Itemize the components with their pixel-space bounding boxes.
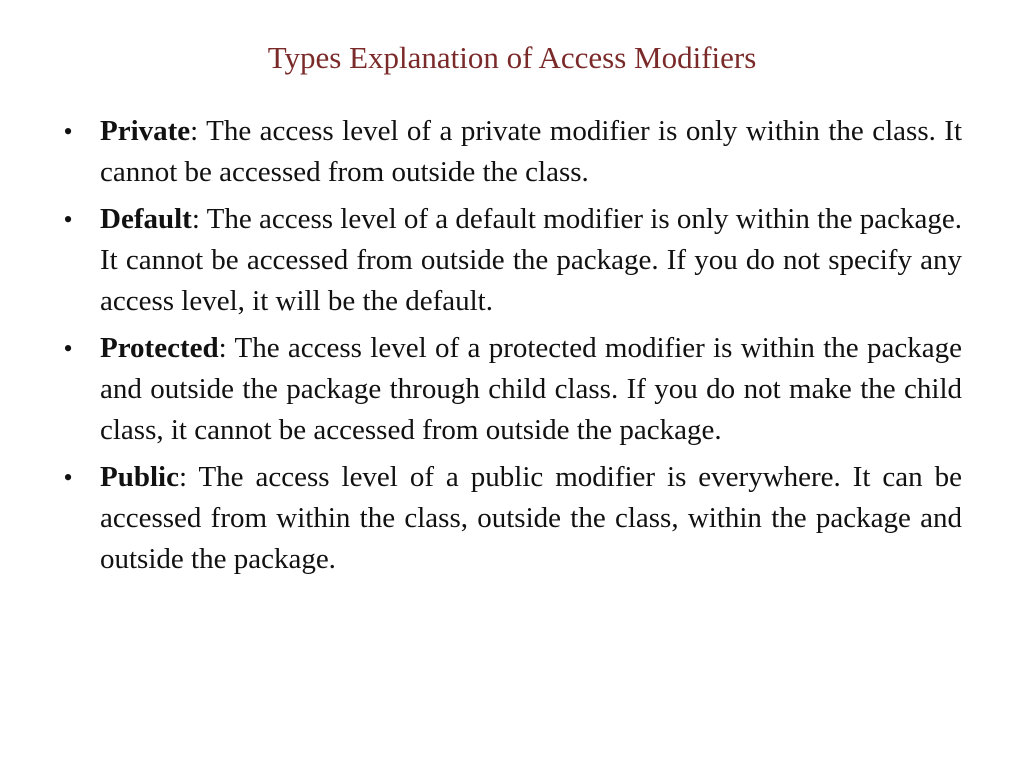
bullet-text: : The access level of a public modifier is everywhere. It can be accessed from within the class, outside the class, within the package and outside the package. [100,461,962,575]
bullet-item-default [58,199,962,322]
bullet-item-protected [58,328,962,451]
slide-title: Types Explanation of Access Modifiers [267,40,757,75]
bullet-item-private [58,111,962,193]
bullet-term: Private [100,115,191,147]
bullet-term: Default [100,203,192,235]
bullet-item-public [58,457,962,580]
bullet-text: : The access level of a private modifier is only within the class. It cannot be accessed from outside the class. [100,115,962,188]
bullet-icon: • [63,205,73,234]
bullet-icon: • [63,117,73,146]
bullet-term: Protected [100,332,219,364]
bullet-list [58,111,962,586]
bullet-text: : The access level of a default modifier is only within the package. It cannot be accessed from outside the package. If you do not specify any access level, it will be the default. [100,203,962,317]
bullet-term: Public [100,461,179,493]
bullet-text: : The access level of a protected modifier is within the package and outside the package through child class. If you do not make the child class, it cannot be accessed from outside the package. [100,332,962,446]
bullet-icon: • [63,334,73,363]
bullet-icon: • [63,463,73,492]
